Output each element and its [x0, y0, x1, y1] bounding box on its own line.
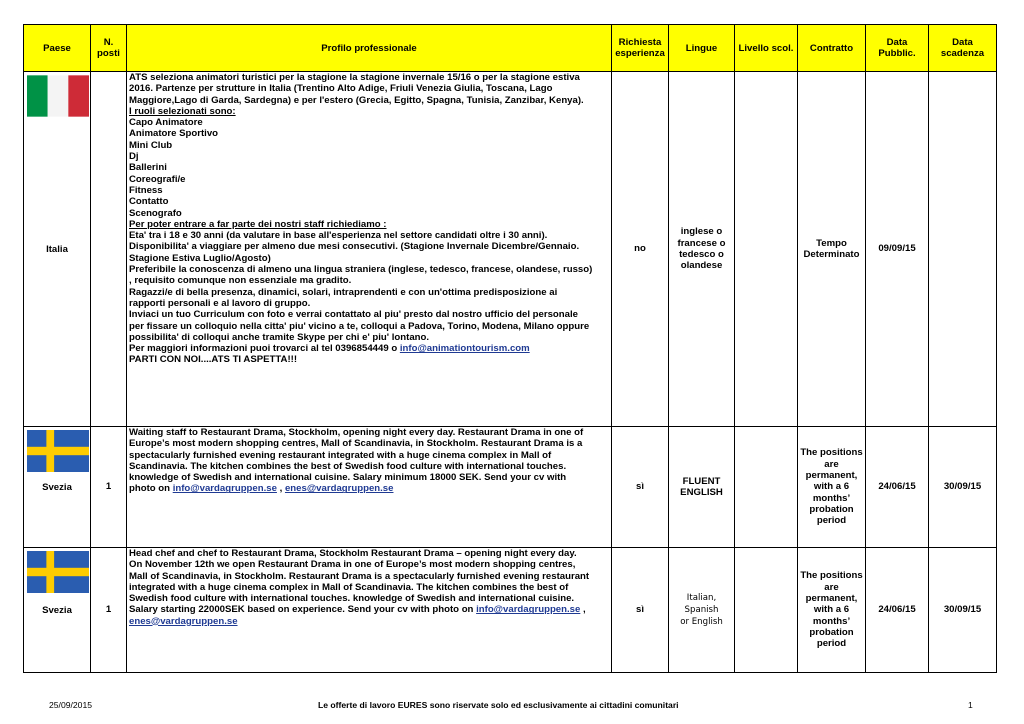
posti-cell: 1: [91, 548, 127, 673]
livello-cell: [735, 548, 798, 673]
esperienza-cell: no: [612, 72, 669, 427]
contratto-cell: Tempo Determinato: [798, 72, 866, 427]
header-row: [24, 25, 997, 72]
lingue-cell: inglese o francese o tedesco o olandese: [669, 72, 735, 427]
italy-flag-icon: [27, 75, 89, 117]
table-row: [24, 72, 997, 427]
header-pubblic: Data Pubblic.: [866, 25, 929, 72]
header-profilo: Profilo professionale: [127, 25, 612, 72]
scadenza-cell: 30/09/15: [929, 548, 997, 673]
email-link[interactable]: info@vardagruppen.se: [476, 604, 581, 616]
email-link[interactable]: info@vardagruppen.se: [172, 483, 277, 495]
profile-cell: ATS seleziona animatori turistici per la stagione la stagione invernale 15/16 o per la stagione estiva 2016. Partenze per strutture in Italia (Trentino Alto Adige, Friuli Venezia Giulia, Toscana, Lago Maggiore,Lago di Garda, Sardegna) e per l'estero (Grecia, Egitto, Spagna, Tunisia, Zanzibar, Kenya). I ruoli selezionati sono: Capo Animatore Animatore Sportivo Mini Club Dj Ballerini Coreografi/e Fitness Contatto Scenografo Per poter entrare a far parte dei nostri staff richiediamo : Eta' tra i 18 e 30 anni (da valutare in base all'esperienza nel settore candidati oltre i 30 anni). Disponibilita' a viaggiare per almeno due mesi consecutivi. (Stagione Invernale Dicembre/Gennaio. Stagione Estiva Luglio/Agosto) Preferibile la conoscenza di almeno una lingua straniera (inglese, tedesco, francese, olandese, russo) , requisito comunque non essenziale ma gradito. Ragazzi/e di bella presenza, dinamici, solari, intraprendenti e con un'ottima predisposizione ai rapporti personali e al lavoro di gruppo. Inviaci un tuo Curriculum con foto e verrai contattato al piu' presto dal nostro ufficio del personale per fissare un colloquio nella citta' piu' vicino a te, colloqui a Padova, Torino, Modena, Milano oppure possibilita' di colloqui anche tramite Skype per chi e' piu' lontano. Per maggiori informazioni puoi trovarci al tel 0396854449 o info@animationtourism.com PARTI CON NOI....ATS TI ASPETTA!!!: [127, 72, 612, 427]
header-paese: Paese: [24, 25, 91, 72]
lingue-cell: FLUENT ENGLISH: [669, 427, 735, 548]
header-livello: Livello scol.: [735, 25, 798, 72]
country-name: Svezia: [42, 604, 72, 616]
lingue-cell: Italian, Spanish or English: [669, 548, 735, 673]
email-link[interactable]: enes@vardagruppen.se: [284, 483, 394, 495]
sweden-flag-icon: [27, 430, 89, 472]
posti-cell: 1: [91, 427, 127, 548]
country-cell: [24, 548, 91, 673]
profile-cell: Waiting staff to Restaurant Drama, Stockholm, opening night every day. Restaurant Drama in one of Europe’s most modern shopping centres, Mall of Scandinavia, in Stockholm. Restaurant Drama is a spectacularly furnished evening restaurant integrated with a huge cinema complex in Mall of Scandinavia. The kitchen combines the best of Swedish food culture with international touches. knowledge of Swedish and international cuisine. Salary minimum 18000 SEK. Send your cv with photo on info@vardagruppen.se , enes@vardagruppen.se: [127, 427, 612, 548]
email-link[interactable]: enes@vardagruppen.se: [129, 615, 238, 627]
contratto-cell: The positions are permanent, with a 6 months’ probation period: [798, 548, 866, 673]
scadenza-cell: [929, 72, 997, 427]
pubblic-cell: 24/06/15: [866, 427, 929, 548]
header-posti: N. posti: [91, 25, 127, 72]
esperienza-cell: sì: [612, 548, 669, 673]
esperienza-cell: sì: [612, 427, 669, 548]
livello-cell: [735, 427, 798, 548]
footer-note: Le offerte di lavoro EURES sono riservate solo ed esclusivamente ai cittadini comunitari: [318, 700, 679, 710]
header-scadenza: Data scadenza: [929, 25, 997, 72]
profile-cell: Head chef and chef to Restaurant Drama, Stockholm Restaurant Drama – opening night every day. On November 12th we open Restaurant Drama in one of Europe’s most modern shopping centres, Mall of Scandinavia, in Stockholm. Restaurant Drama is a spectacularly furnished evening restaurant integrated with a huge cinema complex in Mall of Scandinavia. The kitchen combines the best of Swedish food culture with international touches. knowledge of Swedish and international cuisine. Salary starting 22000SEK based on experience. Send your cv with photo on info@vardagruppen.se , enes@vardagruppen.se: [127, 548, 612, 673]
country-name: Italia: [46, 243, 68, 255]
country-cell: [24, 72, 91, 427]
contratto-cell: The positions are permanent, with a 6 months’ probation period: [798, 427, 866, 548]
scadenza-cell: 30/09/15: [929, 427, 997, 548]
footer-date: 25/09/2015: [49, 700, 93, 710]
livello-cell: [735, 72, 798, 427]
email-link[interactable]: info@animationtourism.com: [399, 343, 530, 355]
table-row: [24, 548, 997, 673]
pubblic-cell: 09/09/15: [866, 72, 929, 427]
header-lingue: Lingue: [669, 25, 735, 72]
sweden-flag-icon: [27, 551, 89, 593]
header-esperienza: Richiesta esperienza: [612, 25, 669, 72]
table-row: [24, 427, 997, 548]
header-contratto: Contratto: [798, 25, 866, 72]
job-offers-table: [23, 24, 997, 673]
country-name: Svezia: [42, 481, 72, 493]
footer-page-number: 1: [968, 700, 973, 710]
country-cell: [24, 427, 91, 548]
pubblic-cell: 24/06/15: [866, 548, 929, 673]
posti-cell: [91, 72, 127, 427]
